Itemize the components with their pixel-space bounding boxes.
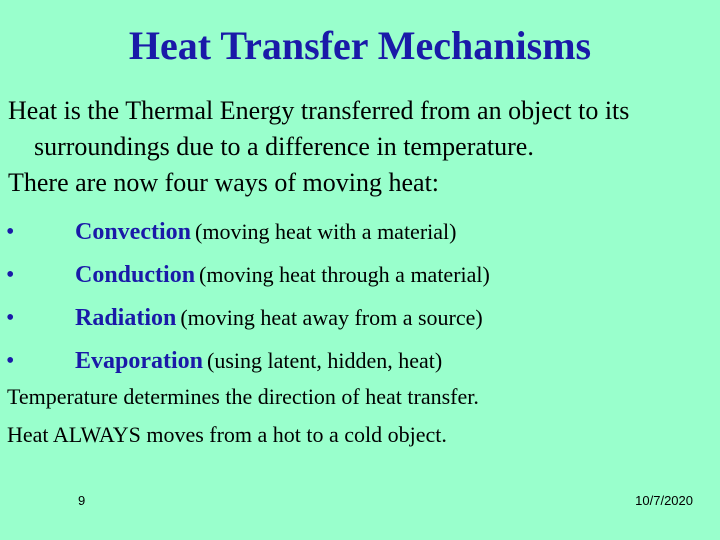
mechanism-list — [6, 212, 716, 384]
intro-text — [8, 93, 716, 201]
list-item — [6, 255, 716, 298]
mechanism-term: Conduction — [75, 262, 196, 288]
mechanism-description: (moving heat through a material) — [199, 262, 490, 287]
intro-lead-in: There are now four ways of moving heat: — [8, 168, 440, 197]
list-item — [6, 298, 716, 341]
slide-date: 10/7/2020 — [635, 493, 693, 508]
slide-number: 9 — [78, 493, 86, 508]
closing-rule: Heat ALWAYS moves from a hot to a cold object. — [7, 422, 447, 447]
mechanism-term: Evaporation — [75, 348, 204, 374]
closing-direction: Temperature determines the direction of heat transfer. — [7, 384, 479, 409]
slide-title: Heat Transfer Mechanisms — [128, 23, 592, 68]
bullet-icon: • — [6, 262, 15, 288]
mechanism-term: Radiation — [75, 305, 177, 331]
mechanism-description: (moving heat with a material) — [195, 219, 457, 244]
bullet-icon: • — [6, 348, 15, 374]
mechanism-description: (moving heat away from a source) — [180, 305, 483, 330]
bullet-icon: • — [6, 305, 15, 331]
list-item — [6, 212, 716, 255]
closing-text — [7, 378, 717, 454]
bullet-icon: • — [6, 219, 15, 245]
mechanism-term: Convection — [75, 219, 191, 245]
mechanism-description: (using latent, hidden, heat) — [207, 348, 443, 373]
intro-definition: Heat is the Thermal Energy transferred from an object to its surroundings due to a difference in temperature. — [8, 96, 630, 161]
